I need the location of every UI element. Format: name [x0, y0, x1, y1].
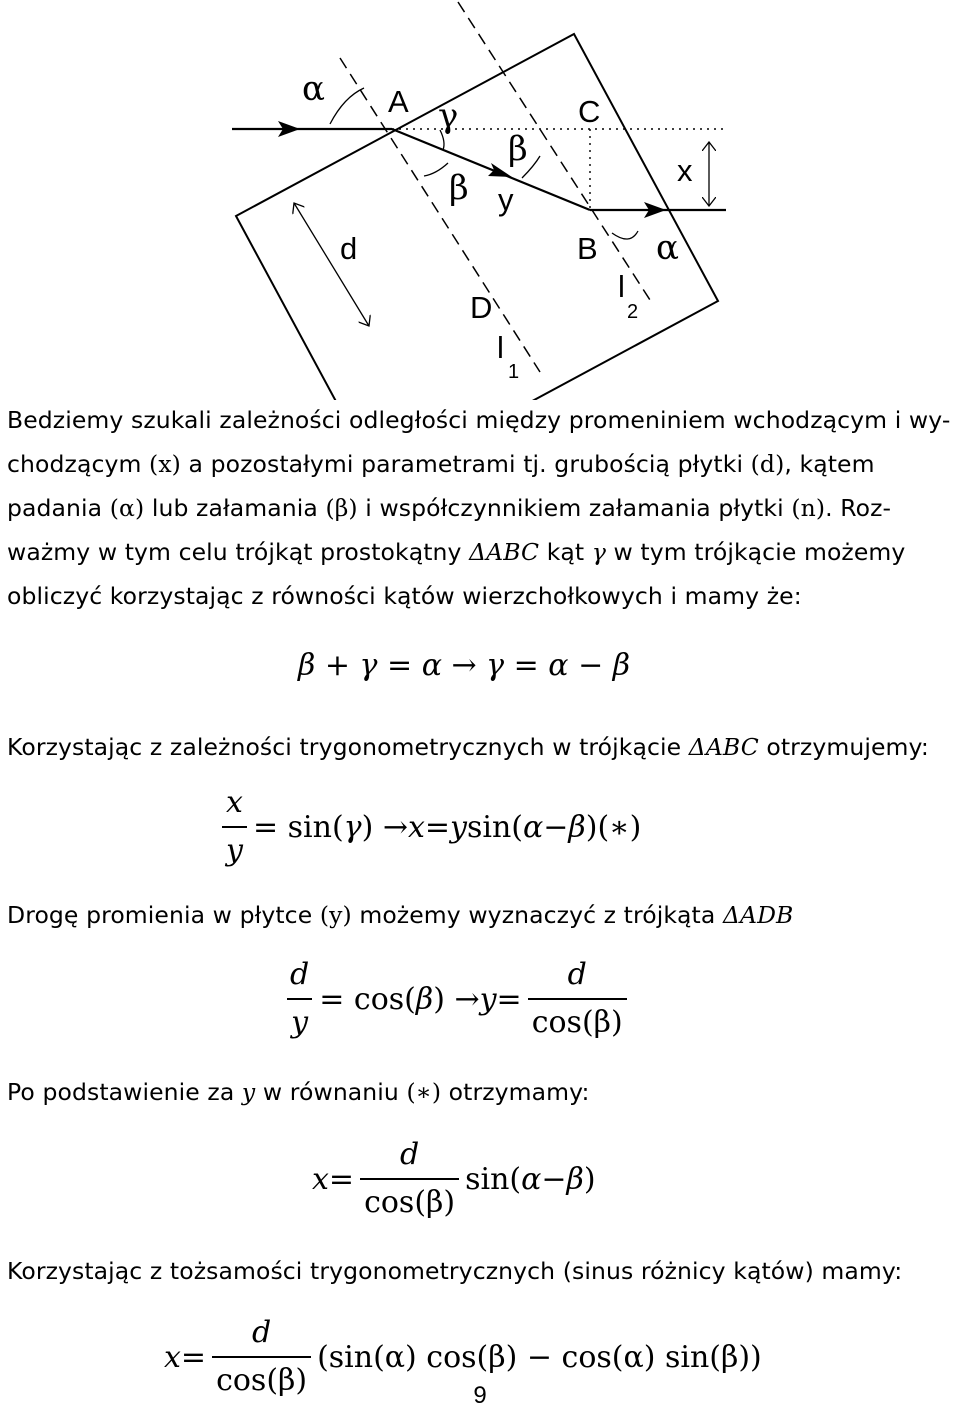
math-gamma: γ: [591, 538, 606, 566]
fraction-numerator: d: [567, 957, 587, 992]
paragraph-line: [7, 530, 953, 574]
equation-part: x: [164, 1339, 181, 1375]
equation-part: = cos(: [319, 981, 416, 1017]
label-beta-top: β: [508, 129, 528, 169]
paragraph-line: Bedziemy szukali zależności odległości między promeniniem wchodzącym i wy-: [7, 406, 951, 434]
label-y: y: [498, 182, 514, 217]
equation-part: =: [496, 981, 522, 1017]
equation-part: )(∗): [585, 809, 642, 845]
paragraph-line: [7, 1070, 953, 1114]
equation-part: x: [312, 1161, 329, 1197]
fraction-denominator: cos(β): [360, 1178, 459, 1220]
equation-part: = sin(: [252, 809, 344, 845]
equation-part: =: [328, 1161, 355, 1197]
math-n-paren: (n): [791, 494, 826, 522]
text-run: w równaniu: [255, 1078, 407, 1106]
math-d-paren: (d): [750, 450, 785, 478]
equation-x-substituted: [312, 1138, 596, 1220]
math-triangle-abc: ΔABC: [469, 538, 540, 566]
label-point-d: D: [470, 290, 493, 325]
equation-part: sin(: [465, 1161, 522, 1197]
label-x: x: [677, 153, 693, 188]
fraction-denominator: y: [287, 998, 312, 1040]
math-triangle-abc: ΔABC: [688, 733, 759, 761]
label-gamma: γ: [438, 96, 459, 136]
equation-x-over-y: [216, 786, 641, 868]
text-run: a pozostałymi parametrami tj. grubością płytki: [180, 450, 751, 478]
equation-part: −: [541, 1161, 567, 1197]
label-point-c: C: [578, 94, 601, 129]
paragraph-line: [7, 893, 953, 937]
fraction-numerator: d: [251, 1315, 272, 1350]
angle-arc-beta-left: [424, 163, 448, 176]
fraction-d-over-cos: [360, 1138, 459, 1220]
equation-part: ) →: [433, 981, 480, 1017]
text-run: Drogę promienia w płytce: [7, 901, 320, 929]
equation-angle-relation: [298, 648, 630, 683]
text-run: i współczynnikiem załamania płytki: [357, 494, 792, 522]
math-beta-paren: (β): [325, 494, 358, 522]
text-run: otrzymamy:: [441, 1078, 590, 1106]
refracted-ray: [392, 129, 590, 210]
text-run: lub załamania: [144, 494, 326, 522]
equation-part: ): [583, 1161, 596, 1197]
math-star-ref: (∗): [406, 1078, 442, 1106]
paragraph-line: obliczyć korzystając z równości kątów wierzchołkowych i mamy że:: [7, 582, 802, 610]
math-alpha-paren: (α): [109, 494, 145, 522]
label-alpha-out: α: [656, 228, 679, 268]
fraction-denominator: y: [222, 826, 247, 868]
text-run: możemy wyznaczyć z trójkąta: [351, 901, 723, 929]
fraction-numerator: d: [290, 957, 310, 992]
page-number: 9: [473, 1382, 487, 1409]
equation-part: =: [180, 1339, 207, 1375]
label-alpha-in: α: [302, 69, 325, 109]
equation-part: (sin(α) cos(β) − cos(α) sin(β)): [317, 1339, 762, 1375]
label-normal-2-sub: 2: [627, 301, 639, 323]
equation-d-over-y: [280, 958, 633, 1040]
label-point-b: B: [577, 231, 598, 266]
fraction-d-over-y: [286, 958, 313, 1040]
fraction-denominator: cos(β): [528, 998, 627, 1040]
text-run: . Roz-: [825, 494, 892, 522]
text-run: w tym trójkącie możemy: [605, 538, 906, 566]
paragraph-intro: [7, 398, 953, 618]
equation-part: x: [407, 809, 425, 845]
refraction-diagram: [0, 0, 960, 400]
fraction-x-over-y: [222, 786, 247, 868]
equation-text: β + γ = α → γ = α − β: [298, 648, 631, 683]
angle-arc-alpha-out: [612, 231, 638, 239]
label-normal-1-sub: 1: [508, 361, 520, 383]
equation-part: β: [415, 981, 434, 1017]
paragraph-line: [7, 486, 953, 530]
label-d: d: [340, 231, 358, 266]
fraction-numerator: d: [399, 1137, 420, 1172]
paragraph-line: [7, 725, 953, 769]
normal-line-l2: [458, 2, 650, 300]
equation-part: =: [424, 809, 451, 845]
paragraph-substitution: [7, 1070, 953, 1114]
equation-part: y: [479, 981, 497, 1017]
math-x-paren: (x): [149, 450, 181, 478]
paragraph-path: [7, 893, 953, 937]
text-run: padania: [7, 494, 110, 522]
fraction-numerator: x: [226, 785, 243, 820]
equation-part: sin(: [467, 809, 524, 845]
text-run: , kątem: [784, 450, 875, 478]
math-y: y: [241, 1078, 256, 1106]
text-run: chodzącym: [7, 450, 150, 478]
text-run: otrzymujemy:: [758, 733, 929, 761]
fraction-d-over-cos: [528, 958, 627, 1040]
equation-part: α: [521, 1161, 542, 1197]
dimension-d: [294, 203, 369, 326]
equation-part: β: [568, 809, 586, 845]
math-triangle-adb: ΔADB: [722, 901, 794, 929]
paragraph-line: Korzystając z tożsamości trygonometrycznych (sinus różnicy kątów) mamy:: [7, 1257, 903, 1285]
paragraph-line: [7, 442, 953, 486]
label-beta-left: β: [449, 168, 469, 208]
paragraph-trig: [7, 725, 953, 769]
angle-arc-alpha-in: [330, 88, 364, 124]
label-point-a: A: [388, 84, 409, 119]
equation-part: γ: [343, 809, 362, 845]
paragraph-identity: [7, 1249, 953, 1293]
fraction-denominator: cos(β): [212, 1356, 311, 1398]
equation-part: y: [450, 809, 467, 845]
label-normal-1: l: [497, 330, 504, 365]
text-run: Korzystając z zależności trygonometrycznych w trójkącie: [7, 733, 689, 761]
text-run: Po podstawienie za: [7, 1078, 242, 1106]
text-run: kąt: [539, 538, 592, 566]
equation-part: α: [523, 809, 544, 845]
text-run: ważmy w tym celu trójkąt prostokątny: [7, 538, 470, 566]
math-y-paren: (y): [319, 901, 352, 929]
equation-part: ) →: [361, 809, 408, 845]
equation-part: β: [566, 1161, 584, 1197]
equation-part: −: [543, 809, 569, 845]
label-normal-2: l: [618, 269, 625, 304]
